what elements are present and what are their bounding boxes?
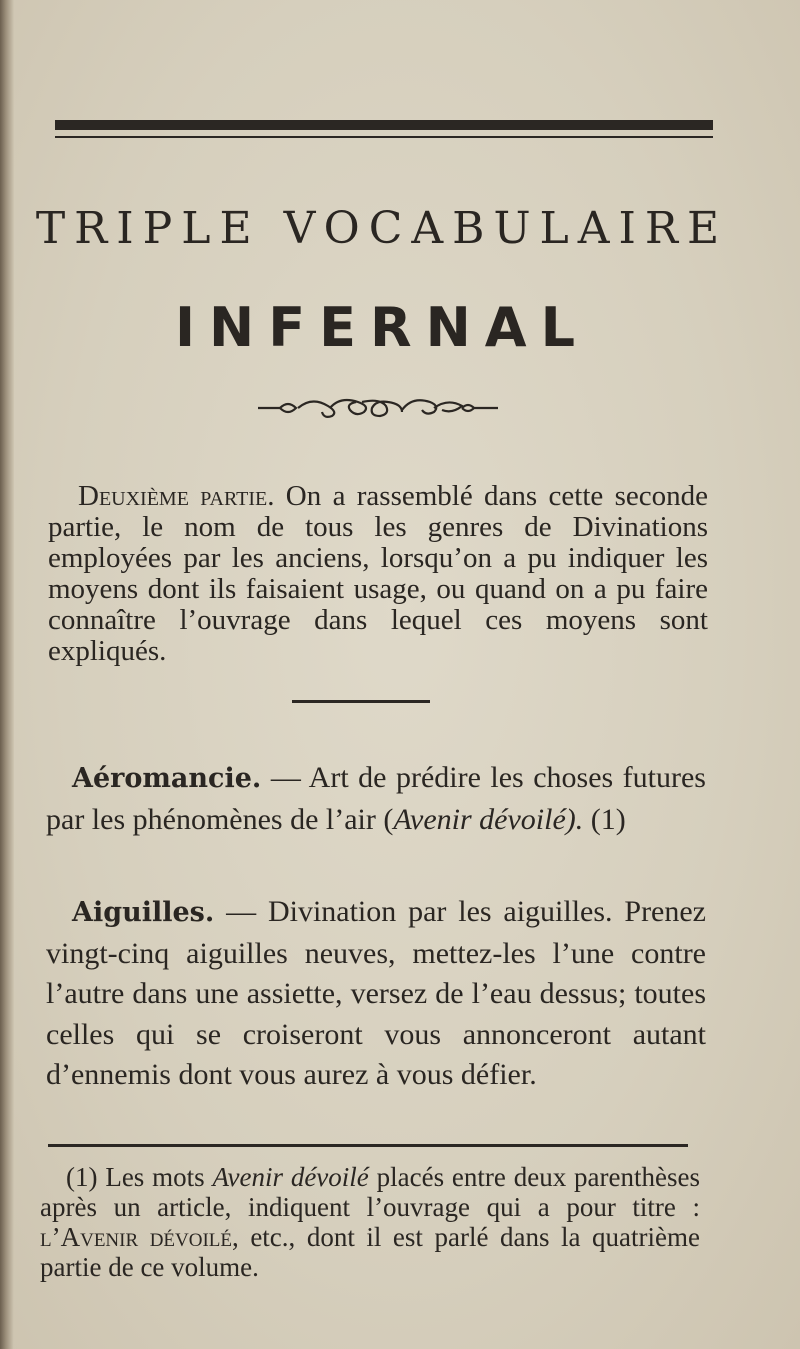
title-line-2: INFERNAL	[174, 296, 590, 359]
decorative-flourish-icon	[258, 396, 498, 420]
intro-paragraph	[48, 481, 708, 667]
entry-text: Art de prédire les choses futures par les phénomènes de l’air (	[46, 761, 706, 836]
footnote-marker: (1)	[66, 1162, 98, 1192]
footnote-smallcaps: l’Avenir dévoilé	[40, 1222, 233, 1252]
entry-dash: —	[261, 761, 309, 794]
intro-text: On a rassemblé dans cette seconde partie, le nom de tous les genres de Divinations employées par les anciens, lorsqu’on a pu indiquer les moyens dont ils faisaient usage, ou quand on a pu faire connaître l’ouvrage dans lequel ces moyens sont expliqués.	[48, 480, 708, 667]
title-line-1: TRIPLE VOCABULAIRE	[35, 203, 729, 254]
entry-aiguilles	[46, 892, 706, 1096]
header-rule-thick	[55, 120, 713, 130]
header-rule-thin	[55, 136, 713, 138]
footnote-reference: (1)	[583, 802, 626, 836]
entry-term: Aéromancie.	[72, 763, 262, 794]
footnote-text-b: placés entre deux parenthèses après un article, indiquent l’ouvrage qui a pour titre :	[40, 1162, 700, 1222]
section-divider	[292, 700, 430, 703]
entry-aeromancie	[46, 758, 706, 840]
entry-text: Divination par les aiguilles. Prenez vingt-cinq aiguilles neuves, mettez-les l’une contre l’autre dans une assiette, versez de l’eau dessus; toutes celles qui se croiseront vous annonceront autant d’ennemis dont vous aurez à vous défier.	[46, 895, 706, 1091]
entry-term: Aiguilles.	[72, 897, 215, 928]
footnote-italic: Avenir dévoilé	[212, 1162, 369, 1192]
footnote-text-a: Les mots	[97, 1162, 213, 1192]
footnote	[40, 1162, 700, 1282]
footnote-text-c: , etc., dont il est parlé dans la quatrième partie de ce volume.	[40, 1222, 701, 1282]
entry-dash: —	[214, 895, 268, 928]
entry-italic: Avenir dévoilé).	[393, 802, 584, 836]
intro-lead: Deuxième partie.	[78, 480, 275, 512]
footnote-rule	[48, 1144, 688, 1147]
